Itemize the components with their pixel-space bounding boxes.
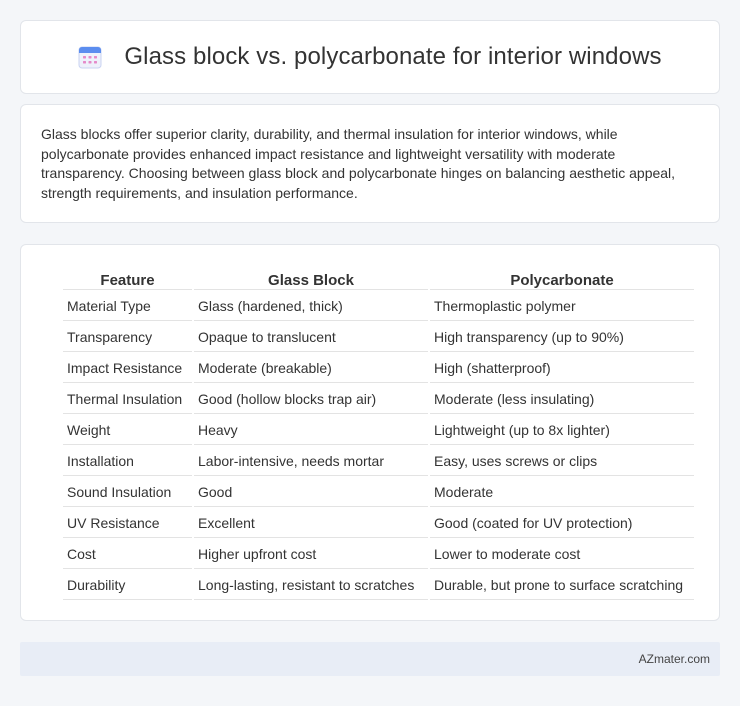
feature-cell: Cost [63,540,192,569]
header [78,43,661,71]
feature-cell: Impact Resistance [63,354,192,383]
summary-card [20,104,720,223]
header-card [20,20,720,94]
table-row [63,509,694,538]
polycarbonate-cell: Easy, uses screws or clips [430,447,694,476]
glass-block-cell: Glass (hardened, thick) [194,292,428,321]
glass-block-cell: Opaque to translucent [194,323,428,352]
header-glass-block: Glass Block [194,269,428,290]
table-row [63,571,694,600]
table-row [63,416,694,445]
table-row [63,354,694,383]
table-row [63,478,694,507]
footer [20,642,720,676]
summary-text: Glass blocks offer superior clarity, durability, and thermal insulation for interior windows, while polycarbonate provides enhanced impact resistance and lightweight versatility with moderate transparency. Choosing between glass block and polycarbonate hinges on balancing aesthetic appeal, strength requirements, and insulation performance. [41,126,676,201]
header-feature: Feature [63,269,192,290]
header-polycarbonate: Polycarbonate [430,269,694,290]
feature-cell: Thermal Insulation [63,385,192,414]
comparison-card [20,244,720,621]
feature-cell: Durability [63,571,192,600]
glass-block-cell: Heavy [194,416,428,445]
feature-cell: Sound Insulation [63,478,192,507]
polycarbonate-cell: Lower to moderate cost [430,540,694,569]
feature-cell: Transparency [63,323,192,352]
glass-block-cell: Good [194,478,428,507]
polycarbonate-cell: Moderate [430,478,694,507]
polycarbonate-cell: Good (coated for UV protection) [430,509,694,538]
glass-block-cell: Long-lasting, resistant to scratches [194,571,428,600]
feature-cell: UV Resistance [63,509,192,538]
footer-brand[interactable]: AZmater.com [638,652,710,666]
polycarbonate-cell: Thermoplastic polymer [430,292,694,321]
feature-cell: Material Type [63,292,192,321]
glass-block-cell: Excellent [194,509,428,538]
polycarbonate-cell: High transparency (up to 90%) [430,323,694,352]
polycarbonate-cell: Lightweight (up to 8x lighter) [430,416,694,445]
table-row [63,447,694,476]
calendar-icon [78,45,102,69]
table-header-row [63,269,694,290]
feature-cell: Weight [63,416,192,445]
polycarbonate-cell: Moderate (less insulating) [430,385,694,414]
polycarbonate-cell: High (shatterproof) [430,354,694,383]
polycarbonate-cell: Durable, but prone to surface scratching [430,571,694,600]
table-row [63,385,694,414]
glass-block-cell: Higher upfront cost [194,540,428,569]
table-row [63,292,694,321]
glass-block-cell: Moderate (breakable) [194,354,428,383]
page-title: Glass block vs. polycarbonate for interior windows [124,43,662,70]
table-row [63,540,694,569]
glass-block-cell: Good (hollow blocks trap air) [194,385,428,414]
feature-cell: Installation [63,447,192,476]
glass-block-cell: Labor-intensive, needs mortar [194,447,428,476]
comparison-table [61,267,696,602]
table-row [63,323,694,352]
